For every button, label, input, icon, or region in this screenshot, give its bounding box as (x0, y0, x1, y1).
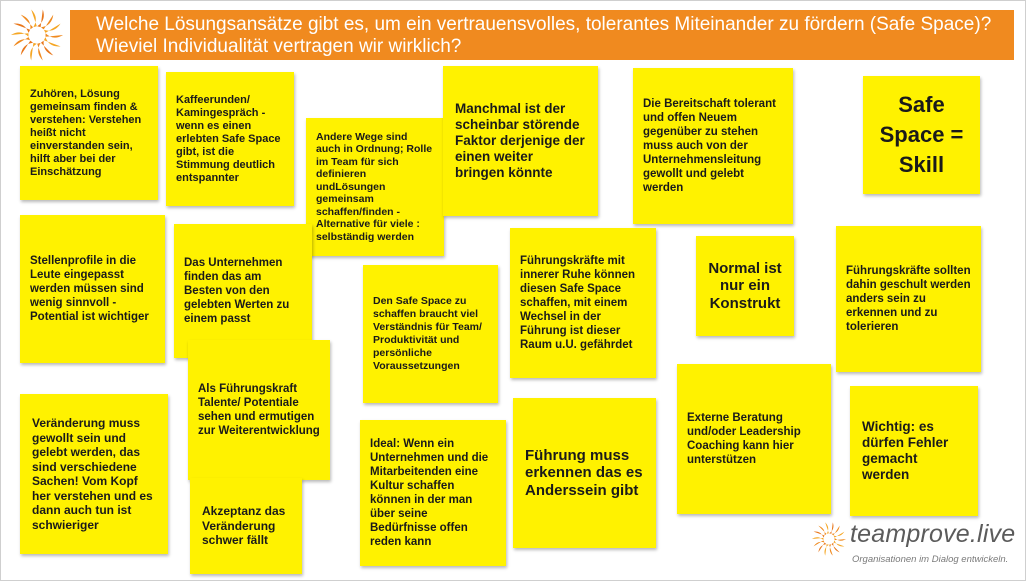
sun-burst-logo-icon (8, 6, 66, 64)
note-text: Manchmal ist der scheinbar störende Faktor derjenige der einen weiter bringen könnte (455, 101, 585, 180)
note-text: Stellenprofile in die Leute eingepasst werden müssen sind wenig sinnvoll - Potential ist wichtiger (30, 255, 149, 323)
sticky-note[interactable] (633, 68, 793, 224)
sticky-note[interactable] (513, 398, 656, 548)
note-text: Das Unternehmen finden das am Besten von den gelebten Werten zu einem passt (184, 257, 290, 325)
sticky-note[interactable] (190, 478, 302, 574)
title-line-1: Welche Lösungsansätze gibt es, um ein vertrauensvolles, tolerantes Miteinander zu fördern (Safe Space)? (96, 14, 992, 35)
sticky-note[interactable] (443, 66, 598, 216)
sticky-note[interactable] (850, 386, 978, 516)
sticky-note[interactable] (836, 226, 981, 372)
sticky-note[interactable] (20, 394, 168, 554)
brand-tagline: Organisationen im Dialog entwickeln. (852, 554, 1009, 565)
note-text: Externe Beratung und/oder Leadership Coaching kann hier unterstützen (687, 412, 801, 466)
sticky-note[interactable] (363, 265, 498, 403)
note-text: Die Bereitschaft tolerant und offen Neuem gegenüber zu stehen muss auch von der Unternehmensleitung gewollt und gelebt werden (643, 98, 776, 194)
sticky-note[interactable] (166, 72, 294, 206)
brand-logo-block (810, 518, 1020, 574)
sticky-note[interactable] (510, 228, 656, 378)
sticky-note[interactable] (306, 118, 444, 256)
sticky-note[interactable] (696, 236, 794, 336)
note-text: Andere Wege sind auch in Ordnung; Rolle im Team für sich definieren undLösungen gemeinsam schaffen/finden - Alternative für viele : selbständig werden (316, 130, 433, 243)
note-text: Safe Space = Skill (879, 92, 964, 177)
note-text: Führungskräfte sollten dahin geschult werden anders sein zu erkennen und zu tolerieren (846, 265, 971, 333)
note-text: Wichtig: es dürfen Fehler gemacht werden (862, 419, 949, 482)
note-text: Akzeptanz das Veränderung schwer fällt (202, 504, 286, 548)
title-line-2: Wieviel Individualität vertragen wir wirklich? (96, 36, 462, 57)
sticky-note[interactable] (174, 224, 312, 358)
note-text: Ideal: Wenn ein Unternehmen und die Mitarbeitenden eine Kultur schaffen können in der man über seine Bedürfnisse offen reden kann (370, 438, 489, 548)
note-text: Normal ist nur ein Konstrukt (708, 259, 782, 312)
sticky-note[interactable] (20, 66, 158, 200)
sun-burst-logo-icon (810, 520, 848, 558)
note-text: Als Führungskraft Talente/ Potentiale sehen und ermutigen zur Weiterentwicklung (198, 383, 320, 437)
brand-name: teamprove.live (850, 520, 1016, 548)
sticky-note[interactable] (360, 420, 506, 566)
note-text: Zuhören, Lösung gemeinsam finden & verstehen: Verstehen heißt nicht einverstanden sein, hilft aber bei der Einschätzung (30, 87, 142, 178)
note-text: Führung muss erkennen das es Anderssein gibt (525, 446, 643, 499)
sticky-note[interactable] (188, 340, 330, 480)
note-text: Kaffeerunden/ Kamingespräch - wenn es einen erlebten Safe Space gibt, ist die Stimmung deutlich entspannter (176, 93, 281, 184)
note-text: Veränderung muss gewollt sein und gelebt werden, das sind verschiedene Sachen! Vom Kopf her verstehen und es dann auch tun ist schwieriger (32, 416, 153, 532)
sticky-note[interactable] (20, 215, 165, 363)
sticky-note[interactable] (677, 364, 831, 514)
note-text: Den Safe Space zu schaffen braucht viel Verständnis für Team/ Produktivität und persönliche Voraussetzungen (373, 295, 482, 372)
sticky-note[interactable] (863, 76, 980, 194)
page-title (96, 14, 1012, 58)
note-text: Führungskräfte mit innerer Ruhe können diesen Safe Space schaffen, mit einem Wechsel in der Führung ist dieser Raum u.U. gefährdet (520, 255, 636, 351)
